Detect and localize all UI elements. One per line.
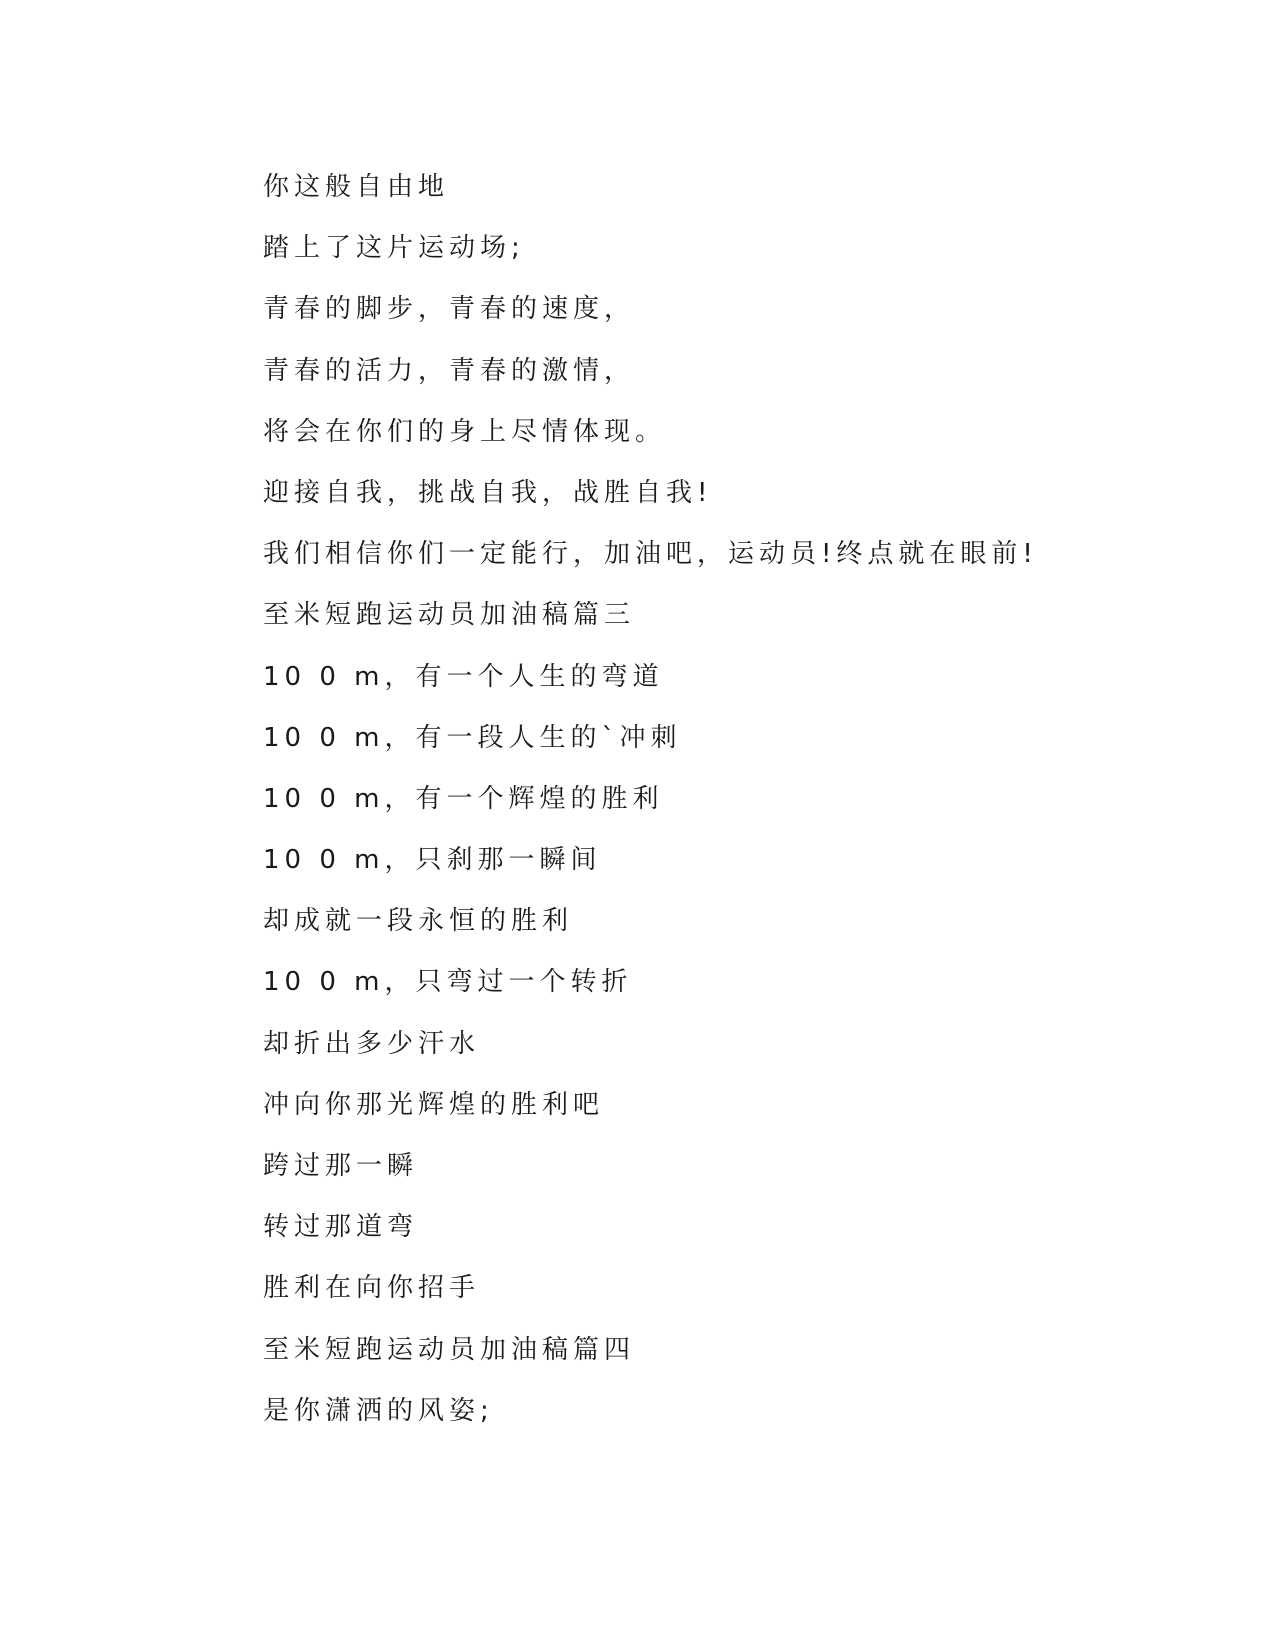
- text-line-7: 我们相信你们一定能行，加油吧，运动员!终点就在眼前!: [263, 539, 1038, 570]
- text-line-4: 青春的活力，青春的激情，: [263, 355, 636, 386]
- text-line-18: 转过那道弯: [263, 1212, 419, 1243]
- text-line-11: 10 0 m，有一个辉煌的胜利: [263, 783, 664, 814]
- document-body: [263, 165, 1163, 1450]
- text-line-2: 踏上了这片运动场;: [263, 233, 525, 264]
- text-line-6: 迎接自我，挑战自我，战胜自我!: [263, 477, 713, 508]
- text-line-9: 10 0 m，有一个人生的弯道: [263, 661, 664, 692]
- text-line-21: 是你潇洒的风姿;: [263, 1395, 494, 1426]
- text-line-1: 你这般自由地: [263, 172, 450, 202]
- section-heading-3: 至米短跑运动员加油稿篇三: [263, 600, 636, 631]
- text-line-17: 跨过那一瞬: [263, 1151, 419, 1181]
- text-line-5: 将会在你们的身上尽情体现。: [263, 416, 667, 447]
- text-line-3: 青春的脚步，青春的速度，: [263, 294, 636, 325]
- text-line-15: 却折出多少汗水: [263, 1028, 481, 1059]
- section-heading-4: 至米短跑运动员加油稿篇四: [263, 1334, 636, 1365]
- text-line-19: 胜利在向你招手: [263, 1273, 481, 1304]
- text-line-13: 却成就一段永恒的胜利: [263, 906, 574, 937]
- text-line-12: 10 0 m，只刹那一瞬间: [263, 845, 602, 876]
- text-line-10: 10 0 m，有一段人生的`冲刺: [263, 722, 682, 753]
- text-line-16: 冲向你那光辉煌的胜利吧: [263, 1089, 605, 1120]
- text-line-14: 10 0 m，只弯过一个转折: [263, 967, 633, 998]
